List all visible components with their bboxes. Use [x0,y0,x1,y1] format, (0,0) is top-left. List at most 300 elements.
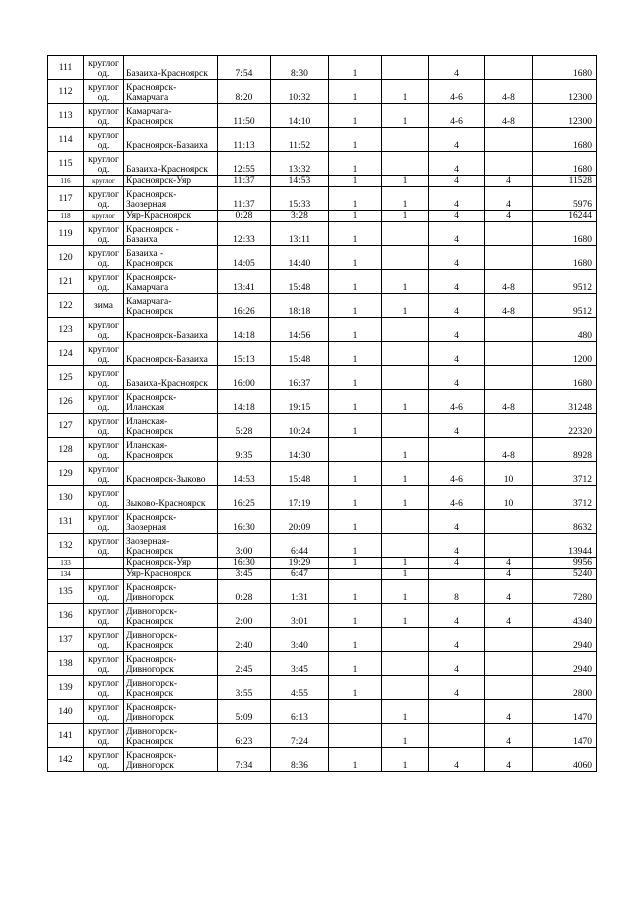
count-2-text: 1 [402,403,408,413]
route-cell [124,128,218,152]
count-3 [429,438,485,462]
row-number-text: 116 [60,177,71,185]
count-1 [329,414,382,438]
arrival-time [271,724,329,748]
table-row [48,652,597,676]
departure-time-text: 2:45 [235,665,253,675]
count-1 [329,569,382,580]
count-4 [485,510,533,534]
count-2-text: 1 [402,451,408,461]
arrival-time [271,628,329,652]
row-number [48,152,84,176]
row-number [48,80,84,104]
table-row [48,176,597,187]
count-1 [329,294,382,318]
departure-time [218,558,271,569]
arrival-time [271,462,329,486]
route-cell-text: Красноярск [126,641,174,651]
total-amount [533,152,597,176]
departure-time [218,187,271,211]
count-4 [485,580,533,604]
total-amount [533,390,597,414]
count-3-text: 4-6 [450,403,463,413]
route-cell-text: Красноярск [126,259,174,269]
row-number [48,414,84,438]
total-amount [533,628,597,652]
count-1-text: 1 [352,176,358,186]
count-1-text: 1 [352,69,358,79]
count-3-text: 4 [454,523,459,533]
arrival-time-text: 14:30 [288,451,311,461]
count-3-text: 4 [454,307,459,317]
route-cell-text: Красноярск [126,547,174,557]
count-4 [485,128,533,152]
count-1 [329,366,382,390]
count-2 [382,222,429,246]
season-cell-text: од. [97,499,110,509]
season-cell-text: круглог [88,655,119,665]
route-cell-text: Красноярск [126,427,174,437]
total-amount-text: 1680 [573,379,592,389]
season-cell-text: од. [97,93,110,103]
count-2 [382,342,429,366]
table-row [48,294,597,318]
departure-time-text: 8:20 [235,93,253,103]
total-amount-text: 1470 [573,713,592,723]
route-cell-text: Иланская- [126,441,168,451]
season-cell-text: од. [97,713,110,723]
departure-time [218,152,271,176]
count-1 [329,676,382,700]
count-3 [429,128,485,152]
arrival-time [271,152,329,176]
count-3-text: 4 [454,547,459,557]
departure-time-text: 12:33 [233,235,255,245]
count-1-text: 1 [352,307,358,317]
departure-time-text: 16:30 [233,523,255,533]
count-1-text: 1 [352,283,358,293]
count-3 [429,462,485,486]
count-4 [485,80,533,104]
count-3-text: 4 [454,211,459,221]
count-3 [429,390,485,414]
total-amount [533,270,597,294]
count-2 [382,56,429,80]
count-4 [485,628,533,652]
departure-time-text: 16:30 [233,558,255,568]
arrival-time-text: 7:24 [291,737,308,747]
count-4-text: 4 [506,200,511,210]
route-cell-text: Базаиха [126,235,158,245]
count-2 [382,128,429,152]
season-cell [84,510,124,534]
count-2-text: 1 [402,93,408,103]
departure-time [218,724,271,748]
arrival-time [271,486,329,510]
season-cell-text: од. [97,665,110,675]
route-cell-text: Дивногорск [126,593,174,603]
arrival-time-text: 13:11 [288,235,311,245]
route-cell [124,724,218,748]
departure-time [218,510,271,534]
route-cell-text: Дивногорск- [126,607,178,617]
route-cell [124,56,218,80]
season-cell-text: круглог [88,727,119,737]
departure-time-text: 13:41 [233,283,255,293]
departure-time [218,104,271,128]
season-cell-text: од. [97,165,110,175]
season-cell-text: круглог [88,131,119,141]
arrival-time-text: 3:28 [291,211,308,221]
route-cell-text: Уяр-Красноярск [126,569,192,579]
arrival-time [271,342,329,366]
count-4 [485,414,533,438]
season-cell-text: круглог [88,321,119,331]
count-2 [382,414,429,438]
arrival-time [271,534,329,558]
count-2-text: 1 [402,713,408,723]
route-cell-text: Дивногорск [126,665,174,675]
departure-time-text: 16:26 [233,307,255,317]
count-2 [382,438,429,462]
row-number [48,176,84,187]
count-3 [429,414,485,438]
departure-time-text: 12:55 [233,165,255,175]
total-amount [533,438,597,462]
total-amount-text: 1680 [573,69,592,79]
row-number-text: 134 [60,570,71,578]
route-cell-text: Красноярск [126,617,174,627]
arrival-time-text: 13:32 [288,165,311,175]
count-3-text: 4 [454,617,459,627]
arrival-time [271,604,329,628]
count-3 [429,104,485,128]
arrival-time-text: 6:13 [291,713,308,723]
count-4-text: 10 [503,499,514,509]
count-3 [429,604,485,628]
row-number-text: 111 [58,62,73,73]
count-3 [429,724,485,748]
count-3 [429,676,485,700]
row-number-text: 118 [60,212,71,220]
route-cell-text: Красноярск- [126,513,177,523]
route-cell-text: Красноярск- [126,751,177,761]
season-cell [84,438,124,462]
row-number-text: 128 [58,444,73,455]
count-3-text: 4 [454,165,459,175]
season-cell-text: од. [97,141,110,151]
count-1-text: 1 [352,259,358,269]
arrival-time [271,294,329,318]
season-cell [84,152,124,176]
season-cell [84,176,124,187]
total-amount-text: 2800 [573,689,592,699]
season-cell-text: од. [97,355,110,365]
count-2-text: 1 [402,499,408,509]
table-row [48,438,597,462]
count-4 [485,366,533,390]
arrival-time-text: 16:37 [288,379,311,389]
total-amount-text: 8632 [573,523,592,533]
season-cell-text: од. [97,451,110,461]
total-amount [533,342,597,366]
count-2 [382,294,429,318]
season-cell-text: круглог [88,583,119,593]
total-amount-text: 12300 [568,117,592,127]
count-4-text: 4 [506,593,511,603]
total-amount [533,104,597,128]
count-1 [329,270,382,294]
route-cell [124,414,218,438]
route-cell-text: Камарчага [126,93,169,103]
departure-time-text: 5:09 [235,713,253,723]
count-4-text: 4-8 [502,93,515,103]
total-amount [533,128,597,152]
departure-time [218,700,271,724]
count-4 [485,294,533,318]
route-cell [124,580,218,604]
count-2 [382,187,429,211]
total-amount-text: 5976 [573,200,592,210]
count-2-text: 1 [402,761,408,771]
arrival-time [271,652,329,676]
departure-time-text: 9:35 [235,451,253,461]
count-1-text: 1 [352,523,358,533]
departure-time-text: 14:18 [233,331,255,341]
table-row [48,342,597,366]
count-4-text: 4-8 [502,451,515,461]
route-cell-text: Дивногорск [126,761,174,771]
count-4 [485,211,533,222]
departure-time-text: 16:00 [233,379,255,389]
row-number-text: 142 [58,754,73,765]
count-1-text: 1 [352,475,358,485]
total-amount [533,724,597,748]
total-amount-text: 3712 [573,475,592,485]
count-1 [329,246,382,270]
count-1 [329,104,382,128]
schedule-table [47,55,597,772]
row-number [48,510,84,534]
departure-time-text: 0:28 [235,593,253,603]
total-amount-text: 11528 [568,176,592,186]
departure-time-text: 3:55 [235,689,253,699]
departure-time [218,80,271,104]
season-cell [84,724,124,748]
total-amount-text: 1470 [573,737,592,747]
count-1 [329,534,382,558]
route-cell-text: Заозерная [126,523,167,533]
route-cell-text: Красноярск [126,689,174,699]
departure-time-text: 3:45 [235,569,253,579]
count-4 [485,187,533,211]
route-cell-text: Дивногорск- [126,679,178,689]
count-3 [429,558,485,569]
count-2 [382,176,429,187]
row-number-text: 141 [58,730,73,741]
count-4 [485,748,533,772]
count-1 [329,628,382,652]
table-row [48,56,597,80]
count-4 [485,724,533,748]
row-number [48,104,84,128]
arrival-time [271,676,329,700]
count-4-text: 4 [506,713,511,723]
count-2-text: 1 [402,283,408,293]
count-1-text: 1 [352,689,358,699]
route-cell-text: Базаиха - [126,249,164,259]
count-4 [485,604,533,628]
season-cell-text: од. [97,200,110,210]
season-cell-text: круглог [88,225,119,235]
season-cell [84,414,124,438]
departure-time [218,294,271,318]
season-cell-text: круглог [88,190,119,200]
season-cell [84,211,124,222]
row-number [48,462,84,486]
count-2 [382,676,429,700]
count-1 [329,318,382,342]
count-4-text: 4 [506,558,511,568]
total-amount-text: 9956 [573,558,592,568]
season-cell-text: круглог [92,212,115,220]
row-number [48,569,84,580]
table-row [48,510,597,534]
departure-time [218,366,271,390]
count-2 [382,580,429,604]
departure-time [218,211,271,222]
count-3-text: 4 [454,665,459,675]
total-amount [533,211,597,222]
total-amount [533,569,597,580]
row-number-text: 112 [58,86,73,97]
count-3-text: 4 [454,379,459,389]
departure-time [218,628,271,652]
count-2 [382,152,429,176]
departure-time-text: 11:37 [233,200,255,210]
count-1-text: 1 [352,235,358,245]
route-cell-text: Красноярск- [126,393,177,403]
row-number [48,128,84,152]
count-4-text: 4-8 [502,403,515,413]
season-cell-text: од. [97,283,110,293]
arrival-time-text: 3:45 [291,665,308,675]
departure-time [218,390,271,414]
row-number [48,724,84,748]
count-3 [429,80,485,104]
season-cell [84,80,124,104]
table-row [48,222,597,246]
route-cell [124,342,218,366]
count-1 [329,580,382,604]
row-number [48,318,84,342]
row-number [48,628,84,652]
total-amount-text: 22320 [568,427,592,437]
route-cell-text: Иланская- [126,417,168,427]
count-2 [382,486,429,510]
table-row [48,580,597,604]
table-row [48,558,597,569]
route-cell-text: Красноярск- [126,83,177,93]
route-cell [124,652,218,676]
count-1 [329,80,382,104]
departure-time [218,414,271,438]
route-cell-text: Зыково-Красноярск [126,499,206,509]
season-cell [84,56,124,80]
arrival-time-text: 8:30 [291,69,308,79]
count-2-text: 1 [402,176,408,186]
route-cell-text: Красноярск [126,451,174,461]
count-3 [429,187,485,211]
count-4 [485,534,533,558]
season-cell-text: круглог [88,631,119,641]
route-cell-text: Красноярск-Уяр [126,558,192,568]
count-4 [485,270,533,294]
count-2-text: 1 [402,200,408,210]
row-number-text: 133 [60,559,71,567]
departure-time [218,56,271,80]
departure-time-text: 11:50 [233,117,255,127]
season-cell [84,318,124,342]
table-row [48,486,597,510]
season-cell [84,652,124,676]
count-1 [329,486,382,510]
route-cell [124,438,218,462]
total-amount [533,604,597,628]
route-cell-text: Базаиха-Красноярск [126,165,208,175]
count-3 [429,748,485,772]
count-1-text: 1 [352,200,358,210]
count-4 [485,342,533,366]
route-cell-text: Красноярск-Базаиха [126,355,208,365]
arrival-time [271,128,329,152]
departure-time [218,438,271,462]
total-amount [533,414,597,438]
count-1 [329,510,382,534]
total-amount-text: 1680 [573,165,592,175]
total-amount [533,222,597,246]
season-cell [84,366,124,390]
count-2-text: 1 [402,211,408,221]
count-2-text: 1 [402,569,408,579]
count-3 [429,318,485,342]
row-number [48,748,84,772]
count-1 [329,700,382,724]
route-cell [124,748,218,772]
count-2-text: 1 [402,558,408,568]
total-amount [533,294,597,318]
row-number [48,486,84,510]
count-1-text: 1 [352,427,358,437]
season-cell [84,246,124,270]
count-4 [485,152,533,176]
season-cell-text: од. [97,427,110,437]
departure-time [218,176,271,187]
departure-time [218,342,271,366]
count-4-text: 4-8 [502,307,515,317]
season-cell-text: од. [97,117,110,127]
count-1 [329,390,382,414]
count-4 [485,652,533,676]
count-4 [485,222,533,246]
departure-time-text: 7:54 [235,69,253,79]
row-number [48,558,84,569]
count-4 [485,676,533,700]
route-cell-text: Заозерная- [126,537,170,547]
departure-time [218,604,271,628]
count-1-text: 1 [352,211,358,221]
row-number [48,294,84,318]
